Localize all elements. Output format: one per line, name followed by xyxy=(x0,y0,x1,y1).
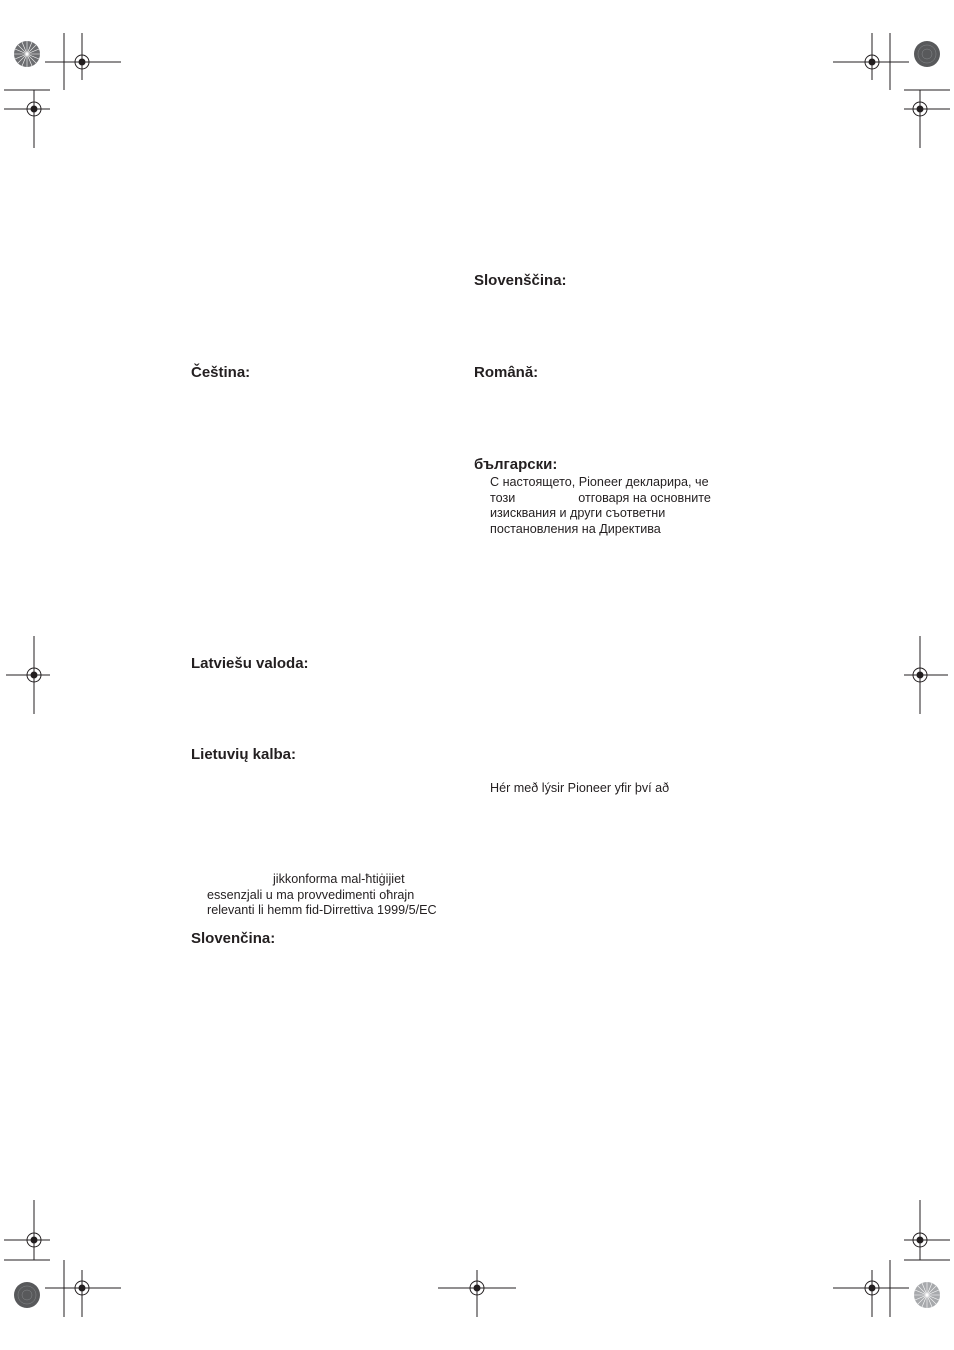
color-target-icon xyxy=(914,1282,940,1308)
registration-crosshair-icon xyxy=(910,1230,930,1250)
bulgarian-line: С настоящето, Pioneer декларира, че xyxy=(490,475,709,489)
color-target-icon xyxy=(914,41,940,67)
registration-target xyxy=(910,665,930,685)
icelandic-declaration: Hér með lýsir Pioneer yfir því að xyxy=(490,781,670,795)
registration-crosshair-icon xyxy=(862,52,882,72)
maltese-line: essenzjali u ma provvedimenti oħrajn xyxy=(207,887,415,902)
registration-target xyxy=(72,1278,92,1298)
registration-target xyxy=(862,1278,882,1298)
registration-target xyxy=(24,665,44,685)
registration-crosshair-icon xyxy=(467,1278,487,1298)
color-target-icon xyxy=(14,41,40,67)
registration-target xyxy=(910,1230,930,1250)
color-target-bottom-right xyxy=(913,1281,941,1309)
color-target-bottom-left xyxy=(13,1281,41,1309)
bulgarian-declaration xyxy=(490,475,711,537)
heading-slovencina: Slovenčina: xyxy=(191,930,276,947)
registration-crosshair-icon xyxy=(72,1278,92,1298)
registration-crosshair-icon xyxy=(24,1230,44,1250)
registration-crosshair-icon xyxy=(24,99,44,119)
bulgarian-line: изисквания и други съответни xyxy=(490,506,666,520)
bulgarian-line: този отговаря на основните xyxy=(490,490,711,505)
heading-cestina: Čeština: xyxy=(191,364,251,381)
heading-romana: Română: xyxy=(474,364,539,381)
registration-crosshair-icon xyxy=(910,665,930,685)
registration-crosshair-icon xyxy=(862,1278,882,1298)
maltese-line: relevanti li hemm fid-Dirrettiva 1999/5/EC xyxy=(207,903,437,917)
registration-target xyxy=(862,52,882,72)
registration-target xyxy=(467,1278,487,1298)
color-target-top-right xyxy=(913,40,941,68)
maltese-line: jikkonforma mal-ħtiġijiet xyxy=(273,872,405,886)
registration-crosshair-icon xyxy=(910,99,930,119)
heading-bulgarski: български: xyxy=(474,456,558,473)
bulgarian-line: постановления на Директива xyxy=(490,521,661,536)
heading-slovenscina: Slovenščina: xyxy=(474,272,567,289)
registration-target xyxy=(72,52,92,72)
heading-lietuviu-kalba: Lietuvių kalba: xyxy=(191,746,297,763)
heading-latviesu-valoda: Latviešu valoda: xyxy=(191,655,309,672)
color-target-top-left xyxy=(13,40,41,68)
registration-target xyxy=(24,99,44,119)
maltese-declaration xyxy=(207,872,437,919)
registration-target xyxy=(910,99,930,119)
color-target-icon xyxy=(14,1282,40,1308)
registration-crosshair-icon xyxy=(24,665,44,685)
registration-target xyxy=(24,1230,44,1250)
registration-crosshair-icon xyxy=(72,52,92,72)
